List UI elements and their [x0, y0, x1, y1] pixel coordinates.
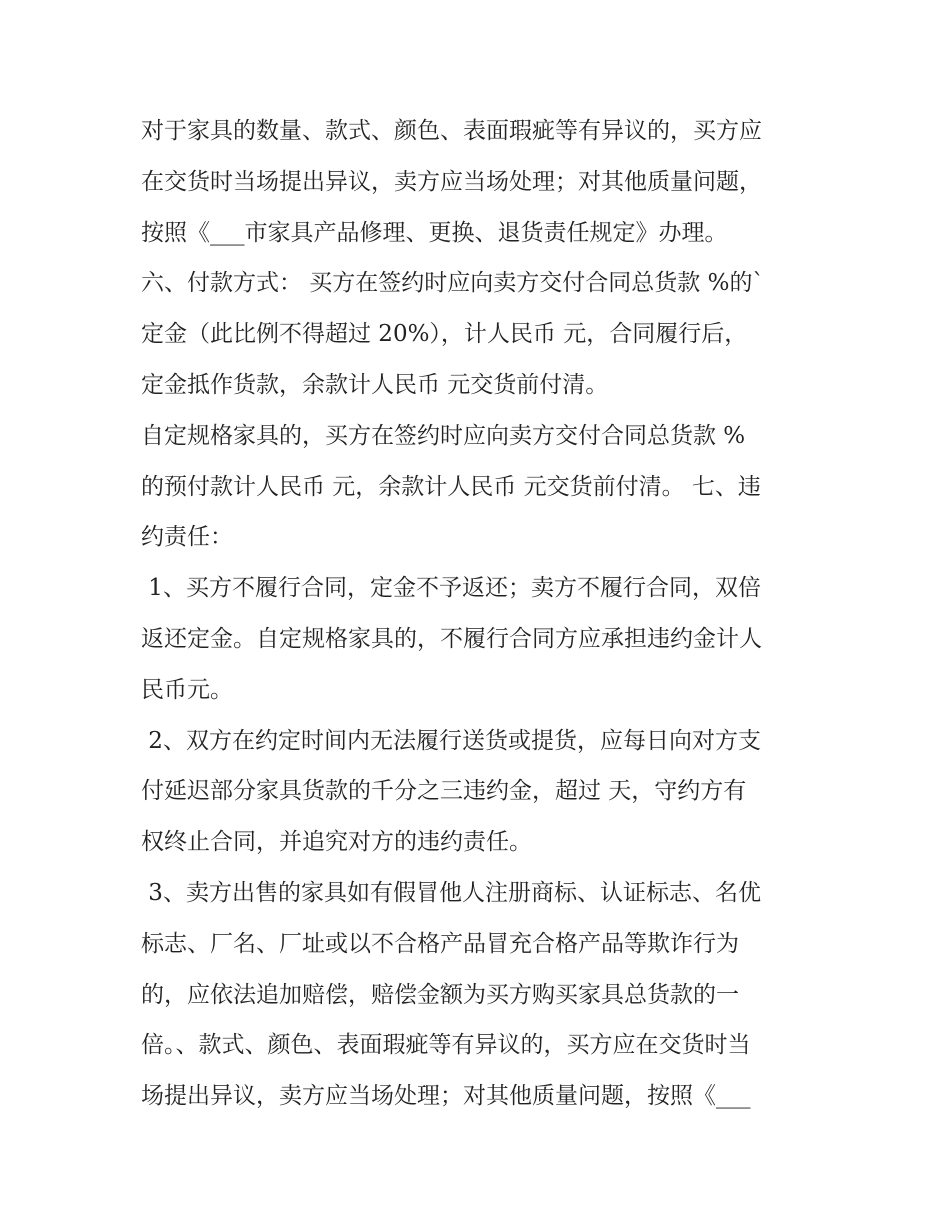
- text-line: 民币元。: [141, 676, 233, 703]
- text-line: 场提出异议，卖方应当场处理；对其他质量问题，按照《___: [141, 1083, 751, 1110]
- text-line: 的，应依法追加赔偿，赔偿金额为买方购买家具总货款的一: [141, 981, 739, 1008]
- text-line: 返还定金。自定规格家具的，不履行合同方应承担违约金计人: [141, 625, 762, 652]
- text-line: 1、买方不履行合同，定金不予返还；卖方不履行合同，双倍: [141, 575, 761, 602]
- text-line: 3、卖方出售的家具如有假冒他人注册商标、认证标志、名优: [141, 879, 761, 906]
- text-line: 定金抵作货款，余款计人民币 元交货前付清。: [141, 371, 609, 398]
- text-line: 对于家具的数量、款式、颜色、表面瑕疵等有异议的，买方应: [141, 118, 762, 144]
- text-line: 自定规格家具的，买方在签约时应向卖方交付合同总货款 %: [141, 422, 746, 449]
- text-line: 倍。、款式、颜色、表面瑕疵等有异议的，买方应在交货时当: [141, 1032, 751, 1059]
- text-line: 约责任：: [141, 524, 233, 551]
- text-line: 2、双方在约定时间内无法履行送货或提货，应每日向对方支: [141, 727, 761, 754]
- contract-body-text: [141, 106, 821, 1122]
- text-line: 的预付款计人民币 元，余款计人民币 元交货前付清。 七、违: [141, 473, 761, 500]
- text-line: 标志、厂名、厂址或以不合格产品冒充合格产品等欺诈行为: [141, 930, 739, 957]
- text-line: 在交货时当场提出异议，卖方应当场处理；对其他质量问题，: [141, 168, 762, 195]
- text-line: 付延迟部分家具货款的千分之三违约金，超过 天，守约方有: [141, 778, 747, 805]
- text-line: 按照《___市家具产品修理、更换、退货责任规定》办理。: [141, 219, 728, 246]
- text-line: 定金（此比例不得超过 20%），计人民币 元，合同履行后，: [141, 321, 748, 348]
- text-line: 权终止合同，并追究对方的违约责任。: [141, 829, 532, 856]
- text-line: 六、付款方式： 买方在签约时应向卖方交付合同总货款 %的`: [141, 270, 764, 297]
